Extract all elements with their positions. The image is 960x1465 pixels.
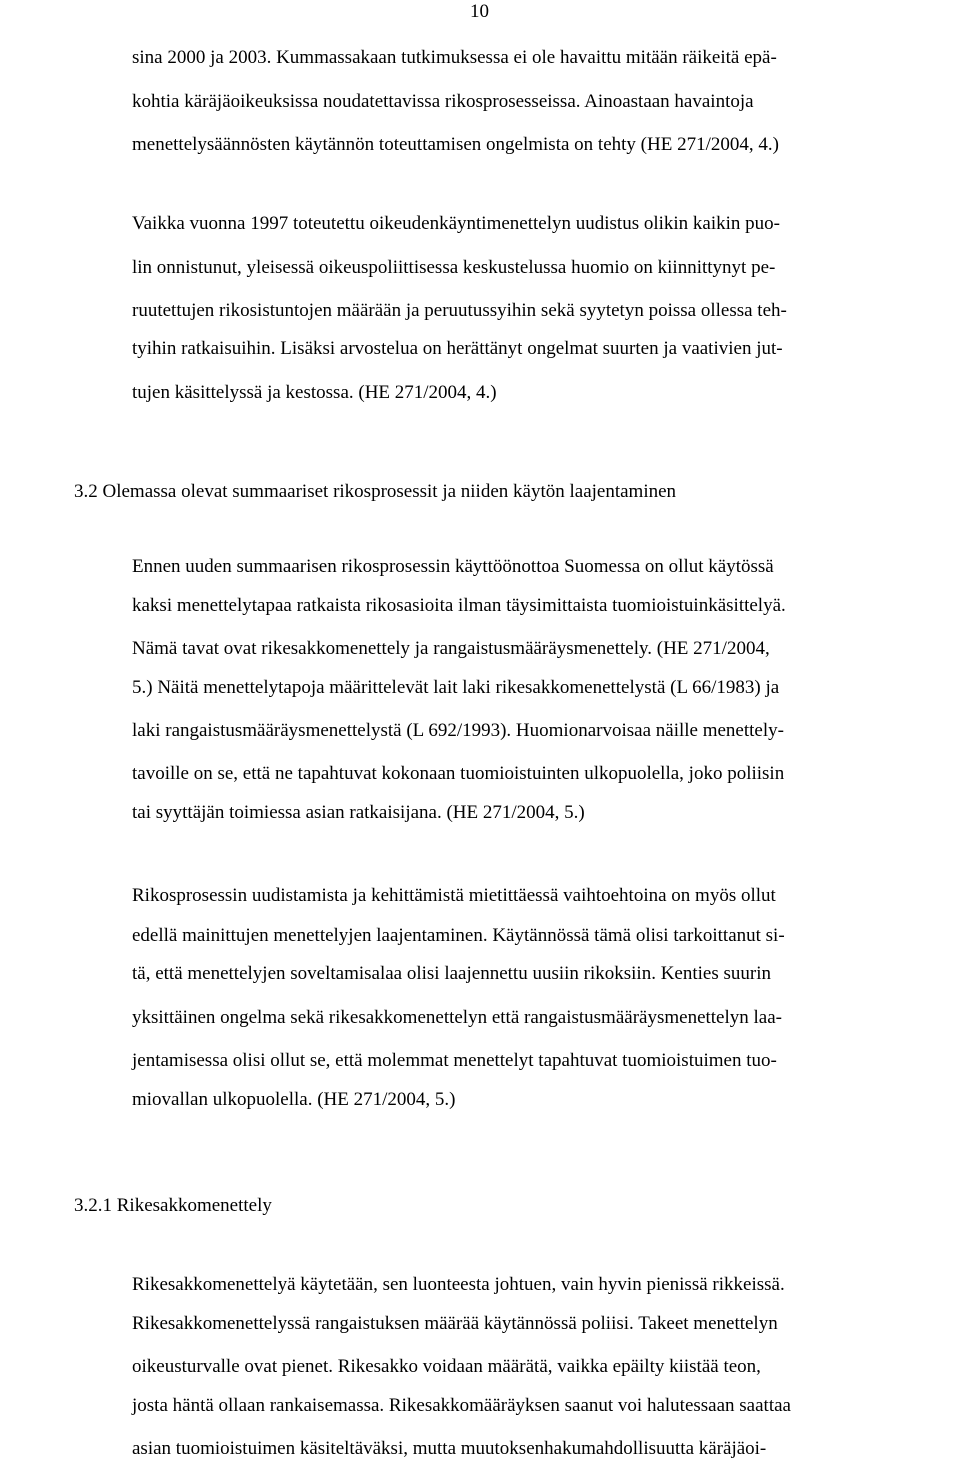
subsection-heading: 3.2.1 Rikesakkomenettely bbox=[74, 1195, 272, 1216]
paragraph-line: kohtia käräjäoikeuksissa noudatettavissa rikosprosesseissa. Ainoastaan havaintoja bbox=[132, 91, 754, 112]
page-number: 10 bbox=[470, 1, 489, 22]
paragraph-line: Vaikka vuonna 1997 toteutettu oikeudenkäyntimenettelyn uudistus olikin kaikin puo- bbox=[132, 213, 781, 234]
paragraph-line: edellä mainittujen menettelyjen laajentaminen. Käytännössä tämä olisi tarkoittanut si- bbox=[132, 925, 785, 946]
paragraph-line: 5.) Näitä menettelytapoja määrittelevät lait laki rikesakkomenettelystä (L 66/1983) ja bbox=[132, 677, 780, 698]
paragraph-line: Nämä tavat ovat rikesakkomenettely ja rangaistusmääräysmenettely. (HE 271/2004, bbox=[132, 638, 770, 659]
paragraph-line: Rikosprosessin uudistamista ja kehittämistä mietittäessä vaihtoehtoina on myös ollut bbox=[132, 885, 776, 906]
section-heading: 3.2 Olemassa olevat summaariset rikosprosessit ja niiden käytön laajentaminen bbox=[74, 481, 677, 502]
paragraph-line: tä, että menettelyjen soveltamisalaa olisi laajennettu uusiin rikoksiin. Kenties suurin bbox=[132, 963, 771, 984]
paragraph-line: tujen käsittelyssä ja kestossa. (HE 271/2004, 4.) bbox=[132, 382, 497, 403]
paragraph-line: oikeusturvalle ovat pienet. Rikesakko voidaan määrätä, vaikka epäilty kiistää teon, bbox=[132, 1356, 761, 1377]
paragraph-line: sina 2000 ja 2003. Kummassakaan tutkimuksessa ei ole havaittu mitään räikeitä epä- bbox=[132, 47, 777, 68]
paragraph-line: Rikesakkomenettelyssä rangaistuksen määrää käytännössä poliisi. Takeet menettelyn bbox=[132, 1313, 778, 1334]
paragraph-line: Rikesakkomenettelyä käytetään, sen luonteesta johtuen, vain hyvin pienissä rikkeissä. bbox=[132, 1274, 785, 1295]
paragraph-line: tyihin ratkaisuihin. Lisäksi arvostelua on herättänyt ongelmat suurten ja vaativien jut- bbox=[132, 338, 783, 359]
paragraph-line: menettelysäännösten käytännön toteuttamisen ongelmista on tehty (HE 271/2004, 4.) bbox=[132, 134, 779, 155]
paragraph-line: ruutettujen rikosistuntojen määrään ja peruutussyihin sekä syytetyn poissa ollessa teh- bbox=[132, 300, 787, 321]
paragraph-line: miovallan ulkopuolella. (HE 271/2004, 5.) bbox=[132, 1089, 456, 1110]
paragraph-line: jentamisessa olisi ollut se, että molemmat menettelyt tapahtuvat tuomioistuimen tuo- bbox=[132, 1050, 777, 1071]
paragraph-line: tavoille on se, että ne tapahtuvat kokonaan tuomioistuinten ulkopuolella, joko poliisin bbox=[132, 763, 785, 784]
paragraph-line: josta häntä ollaan rankaisemassa. Rikesakkomääräyksen saanut voi halutessaan saattaa bbox=[132, 1395, 791, 1416]
paragraph-line: tai syyttäjän toimiessa asian ratkaisijana. (HE 271/2004, 5.) bbox=[132, 802, 585, 823]
paragraph-line: kaksi menettelytapaa ratkaista rikosasioita ilman täysimittaista tuomioistuinkäsittelyä. bbox=[132, 595, 786, 616]
paragraph-line: asian tuomioistuimen käsiteltäväksi, mutta muutoksenhakumahdollisuutta käräjäoi- bbox=[132, 1438, 767, 1459]
paragraph-line: lin onnistunut, yleisessä oikeuspoliittisessa keskustelussa huomio on kiinnittynyt pe- bbox=[132, 257, 776, 278]
paragraph-line: Ennen uuden summaarisen rikosprosessin käyttöönottoa Suomessa on ollut käytössä bbox=[132, 556, 774, 577]
paragraph-line: yksittäinen ongelma sekä rikesakkomenettelyn että rangaistusmääräysmenettelyn laa- bbox=[132, 1007, 782, 1028]
paragraph-line: laki rangaistusmääräysmenettelystä (L 692/1993). Huomionarvoisaa näille menettely- bbox=[132, 720, 784, 741]
